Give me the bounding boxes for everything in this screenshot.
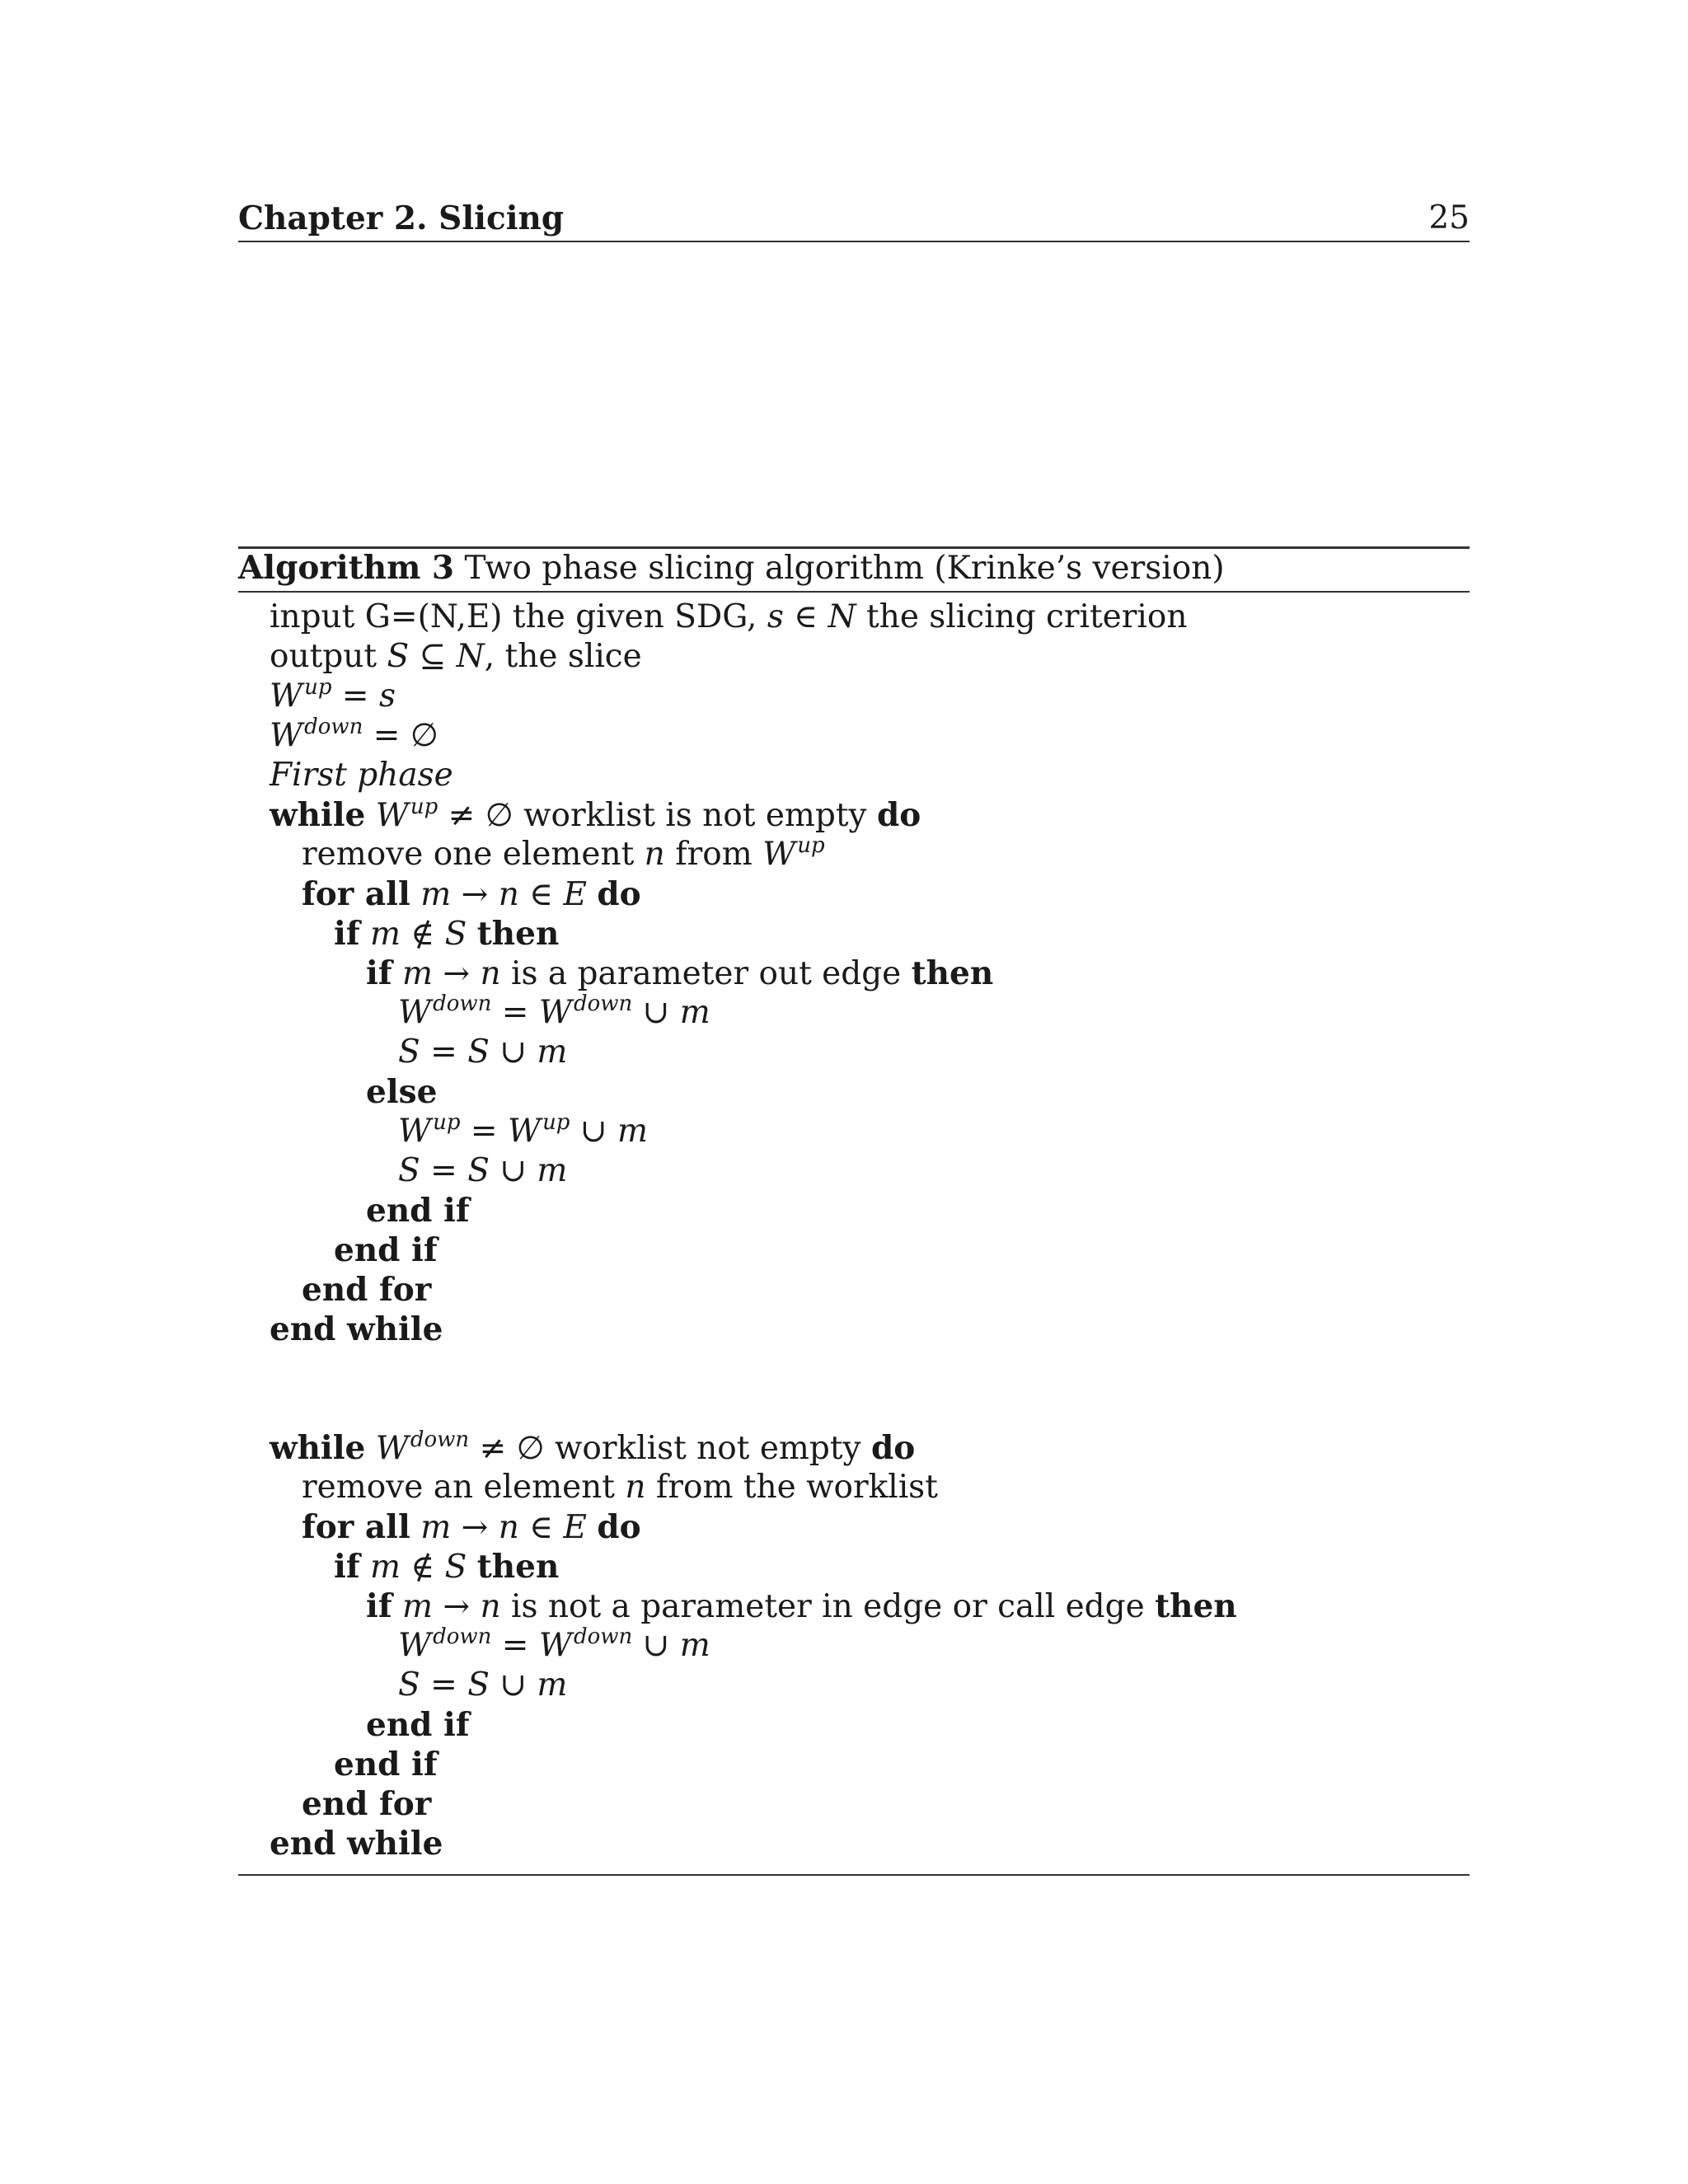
algorithm-line-output	[270, 637, 642, 677]
algorithm-line-if-not-param-in: if m → n is not a parameter in edge or call edge then	[366, 1587, 1237, 1625]
while-1-comment: worklist is not empty	[523, 797, 867, 834]
output-math: S ⊆ N	[387, 638, 485, 675]
algorithm-line-end-for-2: end for	[302, 1785, 432, 1823]
algorithm-line-end-if-outer-1: end if	[334, 1231, 438, 1269]
algorithm-line-wup-union: $W^{up} = W^{up}$ ∪ m	[398, 1110, 648, 1150]
algorithm-line-wup-init: $W^{up} = s$	[270, 675, 396, 715]
input-math: s ∈ N	[767, 598, 856, 635]
while-2-comment: worklist not empty	[555, 1430, 861, 1467]
algorithm-line-while-1: while $W^{up}$ ≠ ∅ worklist is not empty do	[270, 794, 921, 834]
algorithm-line-s-union-3: S = S ∪ m	[398, 1666, 568, 1704]
algorithm-line-if-not-in-s-1: if m ∉ S then	[334, 915, 560, 953]
algorithm-line-else: else	[366, 1073, 438, 1111]
algorithm-line-wdown-init: $W^{down}$ = ∅	[270, 715, 438, 754]
algorithm-line-while-2: while $W^{down}$ ≠ ∅ worklist not empty do	[270, 1427, 916, 1467]
keyword-while: while	[270, 796, 366, 834]
input-tail: the slicing criterion	[866, 598, 1188, 635]
algorithm-line-if-param-out: if m → n is a parameter out edge then	[366, 954, 994, 992]
algorithm-line-remove-2: remove an element n from the worklist	[302, 1469, 938, 1506]
algorithm-line-end-for-1: end for	[302, 1271, 432, 1309]
algorithm-line-remove-1: remove one element n from $W^{up}$	[302, 833, 825, 873]
page-number: 25	[1428, 199, 1470, 237]
algorithm-line-wdown-union-1: $W^{down} = W^{down}$ ∪ m	[398, 991, 710, 1031]
algorithm-label: Algorithm 3	[238, 549, 455, 587]
algorithm-line-for-all-1: for all m → n ∈ E do	[302, 875, 641, 913]
running-header	[238, 198, 1470, 242]
algorithm-line-wdown-union-2: $W^{down} = W^{down}$ ∪ m	[398, 1624, 710, 1664]
algorithm-caption	[238, 548, 1225, 588]
algorithm-line-for-all-2: for all m → n ∈ E do	[302, 1508, 641, 1546]
algorithm-line-end-while-1: end while	[270, 1310, 443, 1348]
algorithm-line-s-union-2: S = S ∪ m	[398, 1152, 568, 1189]
keyword-output: output	[270, 638, 377, 675]
algorithm-line-if-not-in-s-2: if m ∉ S then	[334, 1548, 560, 1586]
output-tail: , the slice	[484, 638, 642, 675]
algorithm-line-end-if-outer-2: end if	[334, 1746, 438, 1783]
chapter-title: Chapter 2. Slicing	[238, 199, 565, 237]
algorithm-bottom-rule	[238, 1874, 1470, 1876]
algorithm-line-end-if-inner-1: end if	[366, 1192, 470, 1230]
algorithm-caption-text: Two phase slicing algorithm (Krinke’s version)	[464, 550, 1225, 587]
algorithm-line-s-union-1: S = S ∪ m	[398, 1033, 568, 1071]
algorithm-line-end-while-2: end while	[270, 1825, 443, 1863]
algorithm-caption-rule	[238, 591, 1470, 593]
algorithm-line-input	[270, 598, 1187, 637]
algorithm-line-end-if-inner-2: end if	[366, 1706, 470, 1744]
algorithm-line-first-phase: First phase	[270, 757, 453, 794]
input-text: G=(N,E) the given SDG,	[364, 598, 757, 635]
keyword-do: do	[876, 796, 921, 834]
keyword-input: input	[270, 598, 355, 635]
